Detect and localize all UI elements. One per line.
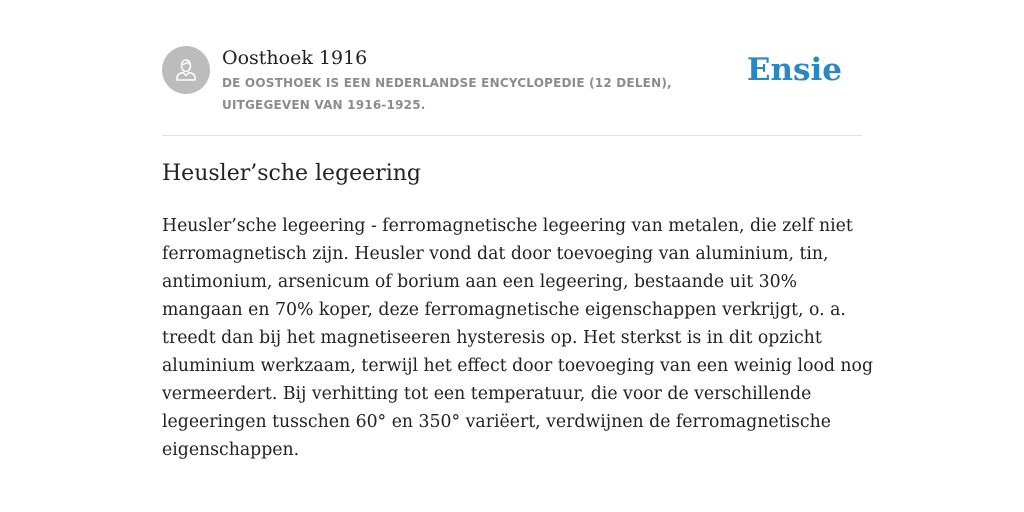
header-divider [162,135,862,136]
entry-title: Heusler’sche legeering [162,161,422,186]
source-name[interactable]: Oosthoek 1916 [222,47,368,69]
source-header [162,46,862,118]
user-outline-icon [171,55,201,85]
source-description: DE OOSTHOEK IS EEN NEDERLANDSE ENCYCLOPEDIE (12 DELEN), UITGEGEVEN VAN 1916-1925. [222,76,672,112]
source-avatar[interactable] [162,46,210,94]
ensie-logo[interactable]: Ensie [746,52,842,88]
entry-body: Heusler’sche legeering - ferromagnetische legeering van metalen, die zelf niet ferromagnetisch zijn. Heusler vond dat door toevoeging van aluminium, tin, antimonium, arsenicum of borium aan een legeering, bestaande uit 30% mangaan en 70% koper, deze ferromagnetische eigenschappen verkrijgt, o. a. treedt dan bij het magnetiseeren hysteresis op. Het sterkst is in dit opzicht aluminium werkzaam, terwijl het effect door toevoeging van een weinig lood nog vermeerdert. Bij verhitting tot een temperatuur, die voor de verschillende legeeringen tusschen 60° en 350° variëert, verdwijnen de ferromagnetische eigenschappen. [162,216,874,460]
